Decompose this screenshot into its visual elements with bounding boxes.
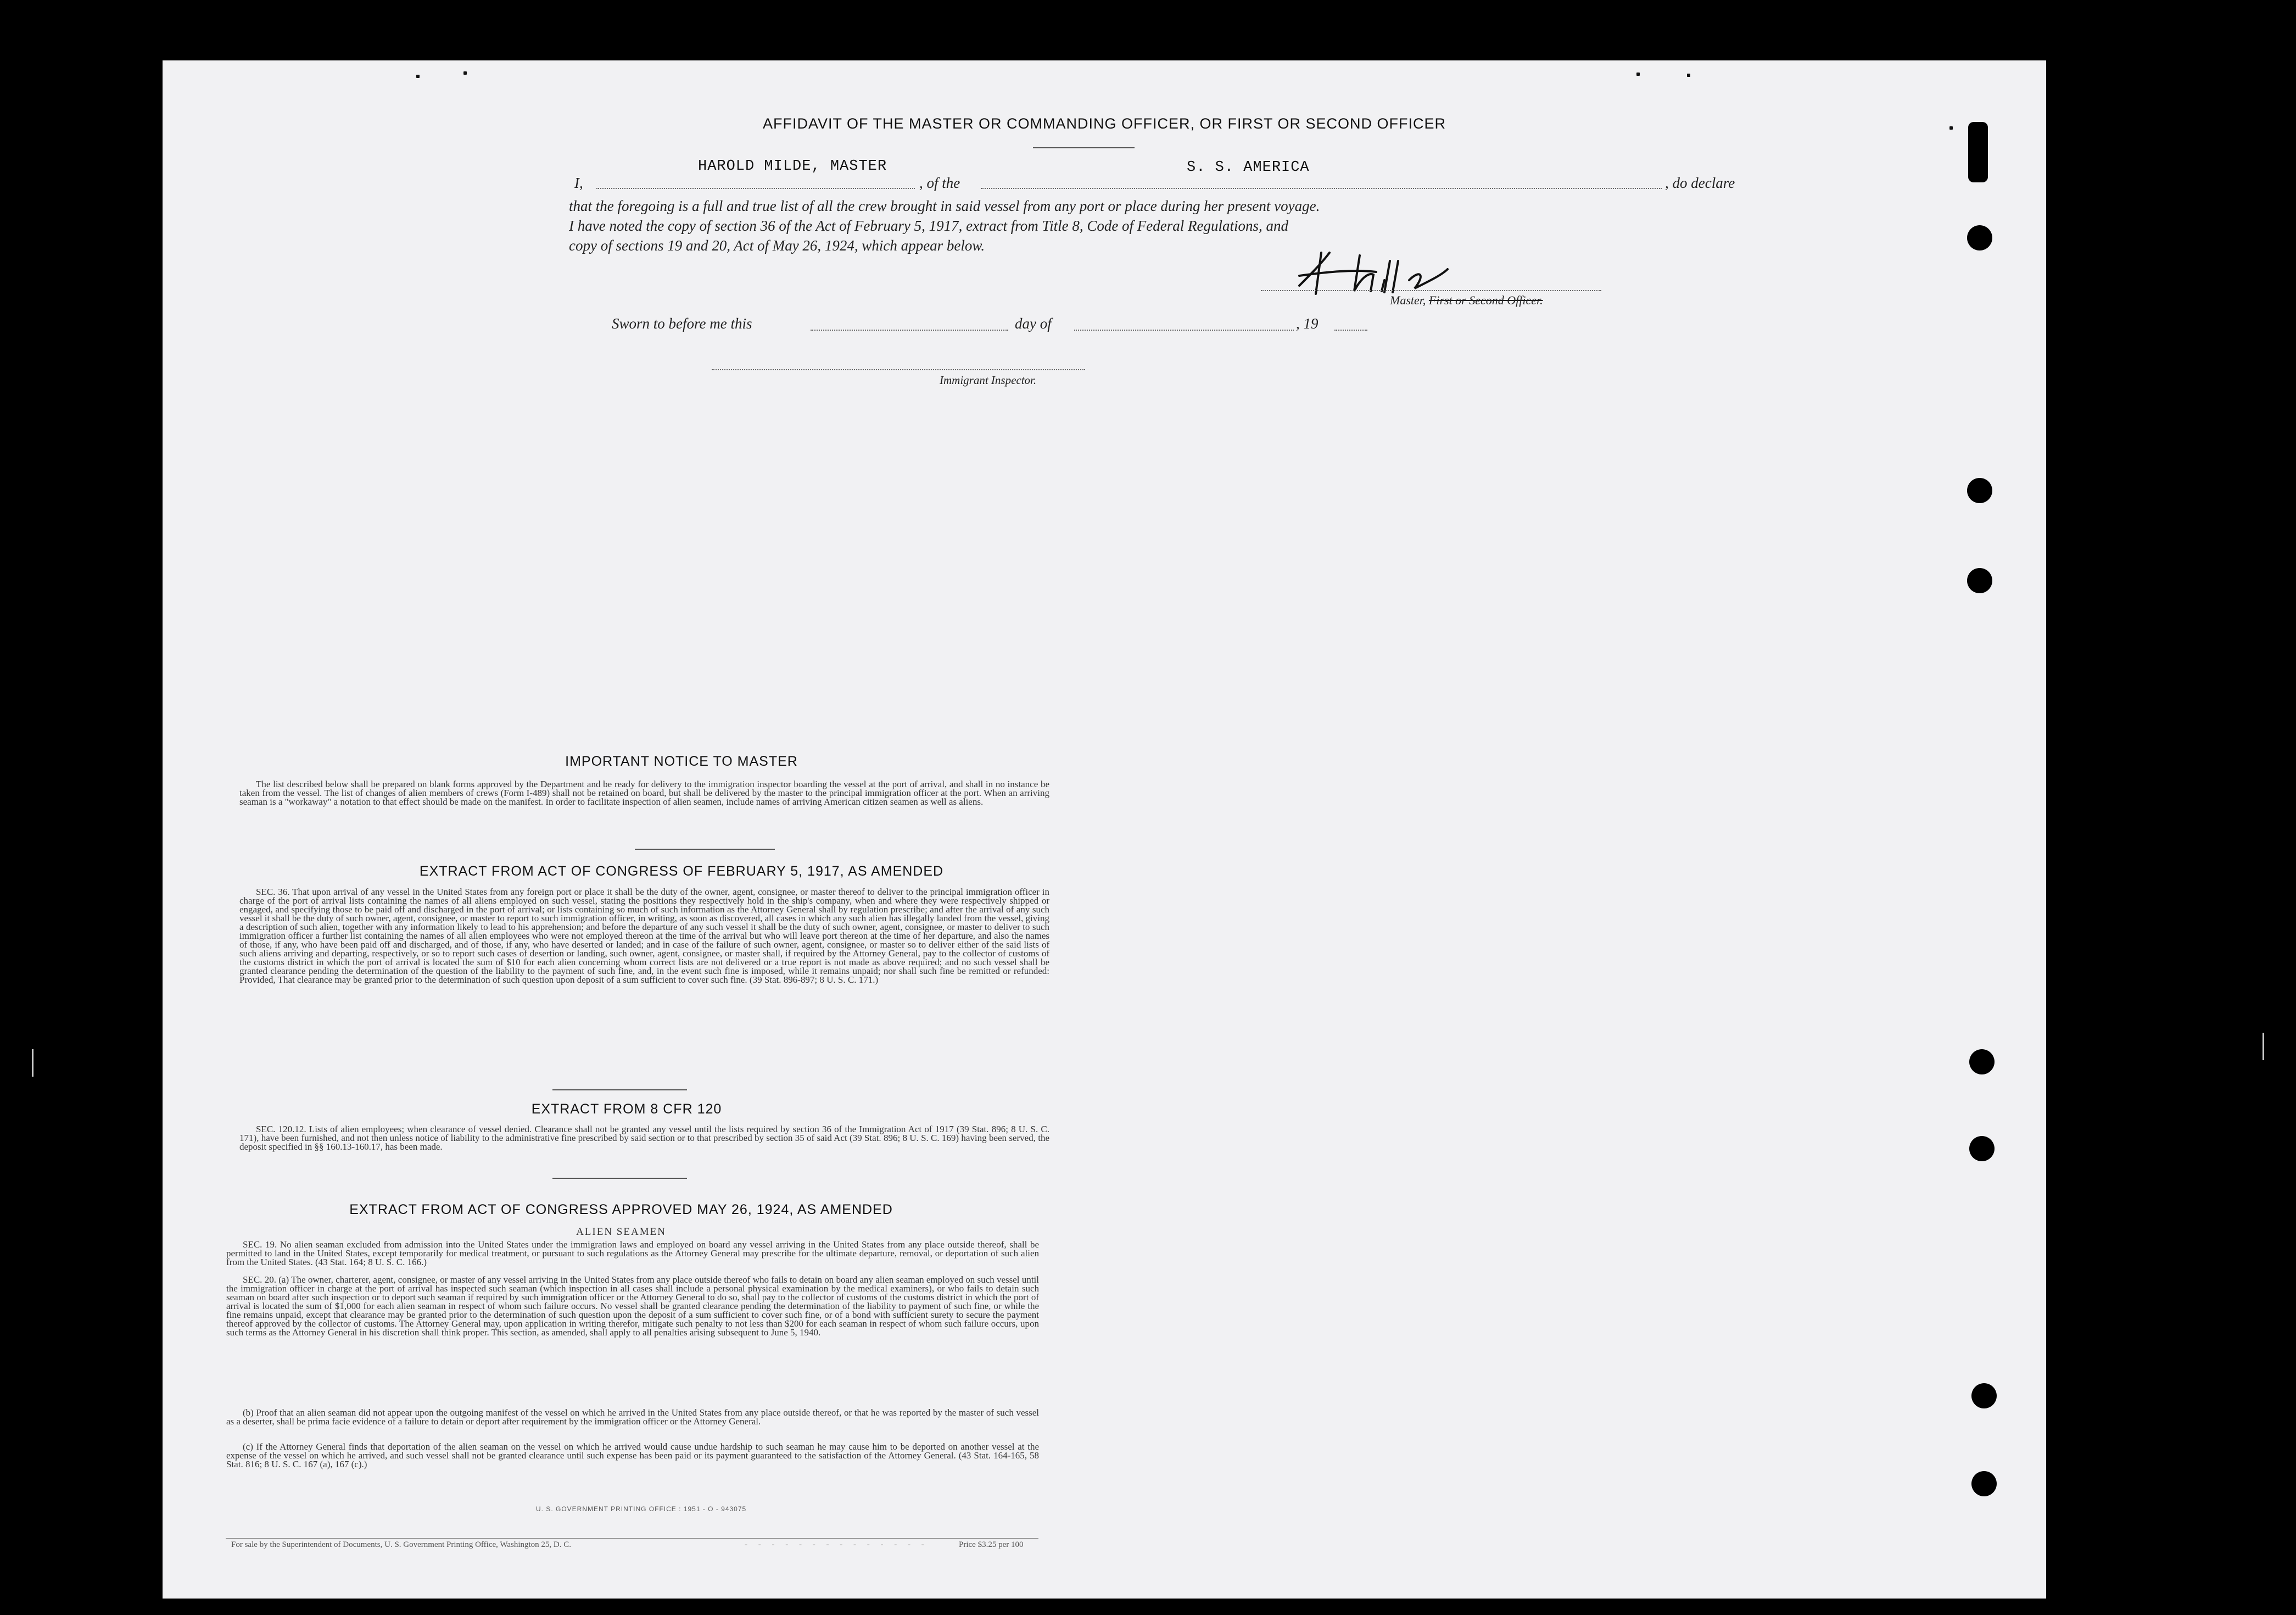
title-divider — [1033, 147, 1135, 148]
sworn-year-label: , 19 — [1296, 315, 1319, 332]
sale-notice: For sale by the Superintendent of Documents, U. S. Government Printing Office, Washington 25, D. C. — [231, 1540, 571, 1549]
line1-prefix: I, — [574, 175, 583, 191]
typed-vessel-name: S. S. AMERICA — [1187, 159, 1310, 176]
extract-1924-title: EXTRACT FROM ACT OF CONGRESS APPROVED MAY 26, 1924, AS AMENDED — [349, 1202, 893, 1217]
extract-1924-subtitle: ALIEN SEAMEN — [576, 1226, 666, 1238]
declaration-line-4: copy of sections 19 and 20, Act of May 26, 1924, which appear below. — [569, 237, 985, 254]
extract-1917-title: EXTRACT FROM ACT OF CONGRESS OF FEBRUARY 5, 1917, AS AMENDED — [419, 864, 944, 879]
extract-1917-body: SEC. 36. That upon arrival of any vessel in the United States from any foreign port or place it shall be the duty of the owner, agent, consignee, or master thereof to deliver to the principal immigration officer in charge of the port of arrival lists containing the names of all aliens employed on such vessel, stating the positions they respectively hold in the ship's company, when and where they were respectively shipped or engaged, and specifying those to be paid off and discharged in the port of arrival; or lists containing so much of such information as the Attorney General shall by regulation prescribe; and after the arrival of any such vessel it shall be the duty of such owner, agent, consignee, or master to report to such immigration officer, in writing, as soon as discovered, all cases in which any such alien has illegally landed from the vessel, giving a description of such alien, together with any information likely to lead to his apprehension; and before the departure of any such vessel it shall be the duty of such owner, agent, consignee, or master to deliver to such immigration officer a further list containing the names of all alien employees who were not employed thereon at the time of the arrival but who will leave port thereon at the time of her departure, and also the names of those, if any, who have been paid off and discharged, and of those, if any, who have deserted or landed; and in case of the failure of such owner, agent, consignee, or master so to deliver either of the said lists of such aliens arriving and departing, respectively, or so to report such cases of desertion or landing, such owner, agent, consignee, or master shall, if required by the Attorney General, pay to the collector of customs of the customs district in which the port of arrival is located the sum of $10 for each alien concerning whom correct lists are not delivered or a true report is not made as above required; and no such vessel shall be granted clearance pending the determination of the question of the liability to the payment of such fine, and, in the event such fine is imposed, while it remains unpaid; nor shall such fine be remitted or refunded: Provided, That clearance may be granted prior to the determination of such question upon deposit of a sum sufficient to cover such fine. (39 Stat. 896-897; 8 U. S. C. 171.) — [239, 887, 1049, 985]
binder-hole — [1969, 1049, 1995, 1074]
notice-divider — [635, 849, 775, 850]
role-struck: First or Second Officer. — [1428, 293, 1543, 307]
price-notice: Price $3.25 per 100 — [959, 1540, 1024, 1549]
typed-master-name: HAROLD MILDE, MASTER — [698, 158, 887, 175]
extract-cfr-divider — [552, 1178, 687, 1179]
film-scratch — [2263, 1033, 2264, 1060]
binder-hole — [1967, 225, 1992, 250]
signer-role — [1390, 293, 1543, 308]
binder-clip-shadow — [1968, 122, 1988, 182]
section-20b: (b) Proof that an alien seaman did not appear upon the outgoing manifest of the vessel on which he arrived in the United States from any place outside thereof, or that he was reported by the master of such vessel as a deserter, shall be prima facie evidence of a failure to detain or deport after requirement by the immigration officer or the Attorney General. — [226, 1407, 1039, 1427]
extract-cfr-title: EXTRACT FROM 8 CFR 120 — [531, 1101, 722, 1117]
section-19: SEC. 19. No alien seaman excluded from admission into the United States under the immigration laws and employed on board any vessel arriving in the United States from any place outside thereof, shall be permitted to land in the United States, except temporarily for medical treatment, or pursuant to such regulations as the Attorney General may prescribe for the ultimate departure, removal, or deportation of such alien from the United States. (43 Stat. 164; 8 U. S. C. 166.) — [226, 1239, 1039, 1267]
line1-mid: , of the — [919, 175, 960, 191]
name-blank — [596, 188, 915, 189]
speck — [416, 75, 420, 78]
binder-hole — [1969, 1136, 1995, 1161]
sworn-prefix: Sworn to before me this — [612, 315, 752, 332]
section-20c: (c) If the Attorney General finds that deportation of the alien seaman on the vessel on which he arrived would cause undue hardship to such seaman he may cause him to be deported on another vessel at the expense of the vessel on which he arrived, and such vessel shall not be granted clearance until such expense has been paid or its payment guaranteed to the satisfaction of the Attorney General. (43 Stat. 164-165, 58 Stat. 816; 8 U. S. C. 167 (a), 167 (c).) — [226, 1441, 1039, 1469]
speck — [1949, 126, 1953, 130]
notice-title: IMPORTANT NOTICE TO MASTER — [565, 754, 798, 769]
extract-cfr-body: SEC. 120.12. Lists of alien employees; when clearance of vessel denied. Clearance shall not be granted any vessel until the lists required by section 36 of the Immigration Act of 1917 (39 Stat. 896; 8 U. S. C. 171), have been furnished, and not then unless notice of liability to the administrative fine prescribed by said section or to that prescribed by section 35 of said Act (39 Stat. 896; 8 U. S. C. 169) having been served, the deposit specified in §§ 160.13-160.17, has been made. — [239, 1124, 1049, 1152]
film-scratch — [32, 1049, 33, 1077]
declaration-line-2: that the foregoing is a full and true list of all the crew brought in said vessel from any port or place during her present voyage. — [569, 198, 1320, 214]
sworn-year-blank — [1334, 330, 1367, 331]
vessel-blank — [981, 188, 1662, 189]
line1-suffix: , do declare — [1665, 175, 1735, 191]
gpo-imprint: U. S. GOVERNMENT PRINTING OFFICE : 1951 - O - 943075 — [536, 1505, 747, 1513]
declaration-line-3: I have noted the copy of section 36 of the Act of February 5, 1917, extract from Title 8, Code of Federal Regulations, and — [569, 218, 1289, 234]
binder-hole — [1967, 568, 1992, 593]
speck — [1636, 73, 1640, 76]
sale-leader: - - - - - - - - - - - - - - — [745, 1540, 929, 1549]
sworn-month-blank — [1074, 330, 1294, 331]
affidavit-title: AFFIDAVIT OF THE MASTER OR COMMANDING OFFICER, OR FIRST OR SECOND OFFICER — [762, 115, 1446, 132]
binder-hole — [1971, 1383, 1997, 1408]
section-20a: SEC. 20. (a) The owner, charterer, agent, consignee, or master of any vessel arriving in the United States from any place outside thereof who fails to detain on board any alien seaman employed on such vessel until the immigration officer in charge at the port of arrival has inspected such seaman (which inspection in all cases shall include a personal physical examination by the medical examiners), or who fails to detain such seaman on board after such inspection or to deport such seaman if required by such immigration officer or the Attorney General to do so, shall pay to the collector of customs of the customs district in which the port of arrival is located the sum of $1,000 for each alien seaman in respect of whom such failure occurs. No vessel shall be granted clearance pending the determination of the liability to payment of such fine, or while the fine remains unpaid, except that clearance may be granted prior to the determination of such question upon the deposit of a sum sufficient to cover such fine, or of a bond with sufficient surety to secure the payment thereof approved by the collector of customs. The Attorney General may, upon application in writing therefor, mitigate such penalty to not less than $200 for each seaman in respect of whom such failure occurs, upon such terms as the Attorney General in his discretion shall think proper. This section, as amended, shall apply to all penalties arising subsequent to June 5, 1940. — [226, 1274, 1039, 1338]
sworn-day-label: day of — [1015, 315, 1052, 332]
binder-hole — [1967, 478, 1992, 503]
signature-line — [1261, 290, 1601, 291]
notice-body: The list described below shall be prepared on blank forms approved by the Department and be ready for delivery to the immigration inspector boarding the vessel at the port of arrival, and shall in no instance be taken from the vessel. The list of changes of alien members of crews (Form I-489) shall not be retained on board, but shall be delivered by the master to the principal immigration officer at the port. When an arriving seaman is a "workaway" a notation to that effect should be made on the manifest. In order to facilitate inspection of alien seamen, include names of arriving American citizen seamen as well as aliens. — [239, 779, 1049, 807]
inspector-signature-line — [712, 369, 1085, 370]
footer-rule — [226, 1538, 1038, 1539]
binder-hole — [1971, 1471, 1997, 1496]
extract-1917-divider — [552, 1089, 687, 1090]
sworn-date-blank — [811, 330, 1008, 331]
role-master: Master, — [1390, 293, 1426, 307]
inspector-label: Immigrant Inspector. — [940, 374, 1037, 387]
speck — [463, 71, 467, 75]
document-page — [163, 60, 2046, 1599]
speck — [1687, 74, 1690, 77]
